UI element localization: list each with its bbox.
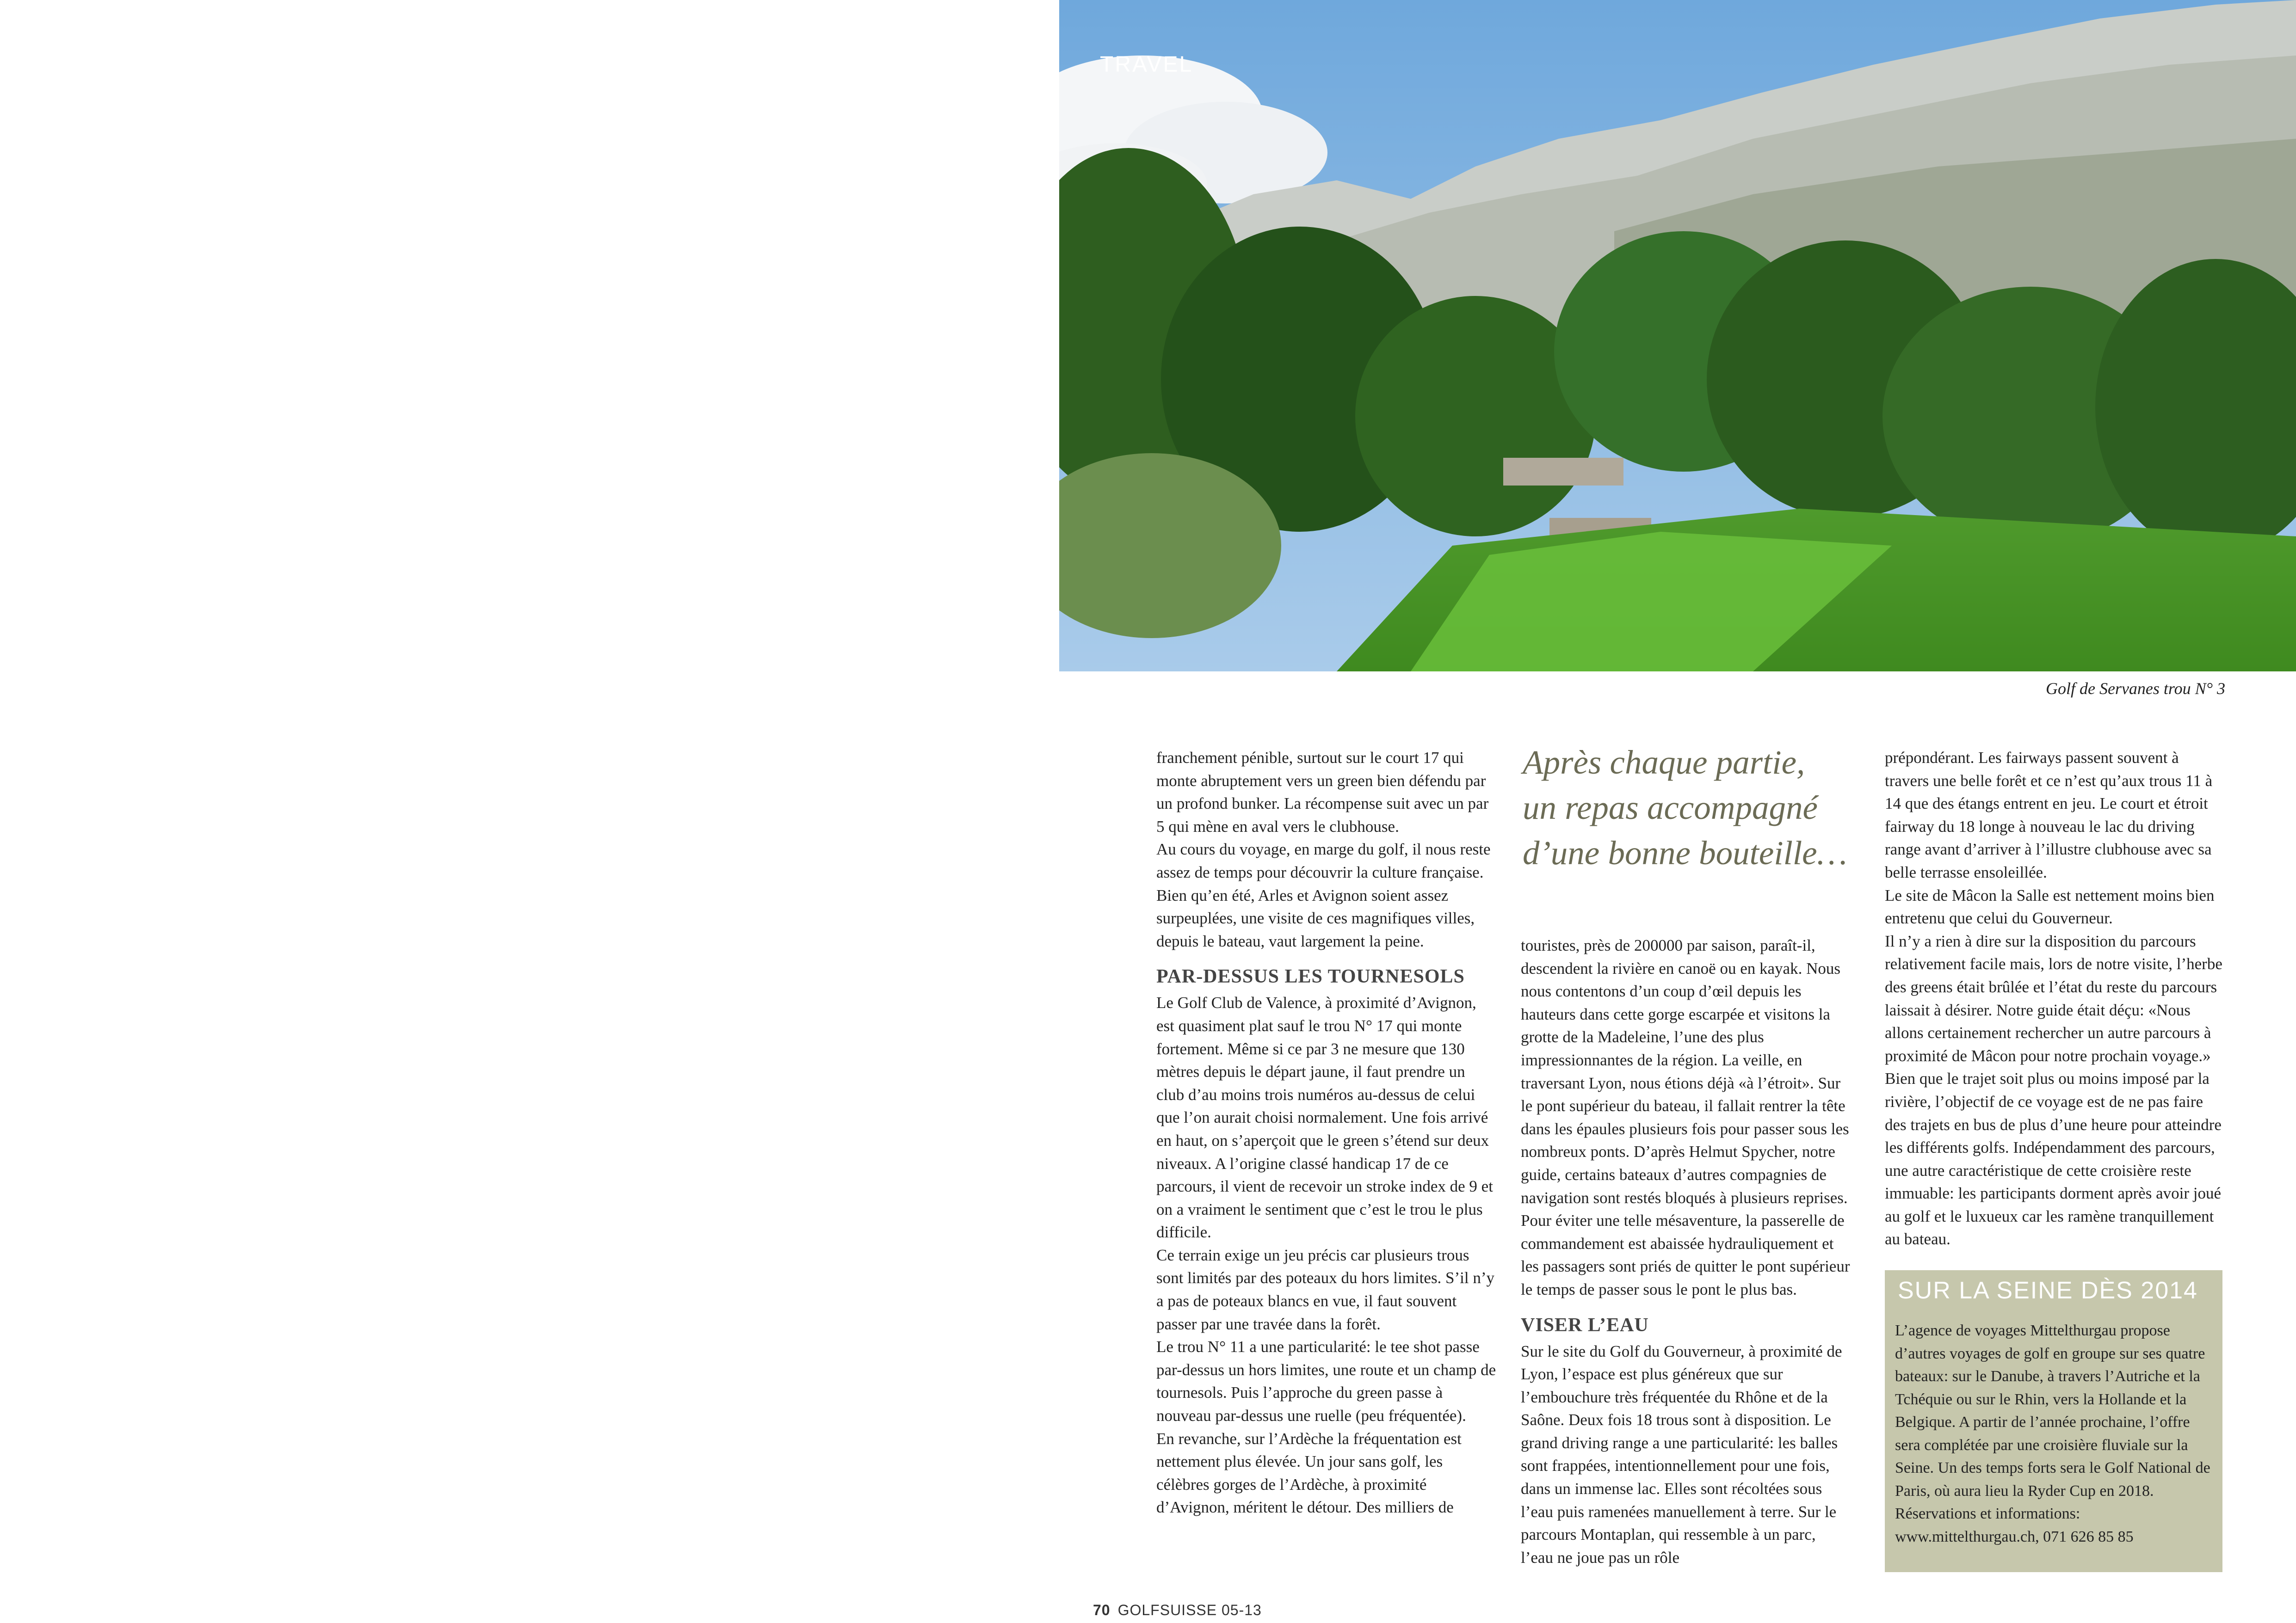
paragraph: franchement pénible, surtout sur le court 17 qui monte abruptement vers un green bien défendu par un profond bunker. La récompense suit avec un par 5 qui mène en aval vers le clubhouse. [1156, 749, 1489, 836]
sidebar-contact: www.mittelthurgau.ch, 071 626 85 85 [1895, 1528, 2134, 1545]
sidebar-body [1895, 1319, 2214, 1548]
paragraph: Au cours du voyage, en marge du golf, il nous reste assez de temps pour découvrir la culture française. Bien qu’en été, Arles et Avignon soient assez surpeuplées, une visite de ces magnifiques villes, depuis le bateau, vaut largement la peine. [1156, 840, 1491, 950]
subheading: VISER L’EAU [1521, 1314, 1649, 1336]
paragraph: prépondérant. Les fairways passent souvent à travers une belle forêt et ce n’est qu’aux trous 11 à 14 que des étangs entrent en jeu. Le court et étroit fairway du 18 longe à nouveau le lac du driving range avant d’arriver à l’illustre clubhouse avec sa belle terrasse ensoleillée. [1885, 749, 2213, 881]
page-number: 70 [1093, 1602, 1111, 1618]
section-label: TRAVEL [1100, 52, 1193, 77]
sidebar-paragraph: L’agence de voyages Mittelthurgau propose d’autres voyages de golf en groupe sur ses quatre bateaux: sur le Danube, à travers l’Autriche et la Tchéquie ou sur le Rhin, vers la Hollande et la Belgique. A partir de l’année prochaine, l’offre sera complétée par une croisière fluviale sur la Seine. Un des temps forts sera le Golf National de Paris, où aura lieu la Ryder Cup en 2018. [1895, 1322, 2210, 1500]
pull-quote [1523, 740, 1856, 876]
pull-quote-line: d’une bonne bouteille… [1523, 834, 1847, 872]
paragraph: Sur le site du Golf du Gouverneur, à proximité de Lyon, l’espace est plus généreux que sur l’embouchure très fréquentée du Rhône et de la Saône. Deux fois 18 trous sont à disposition. Le grand driving range a une particularité: les balles sont frappées, intentionnellement pour une fois, dans un immense lac. Elles sont récoltées sous l’eau puis ramenées manuellement à terre. Sur le parcours Montaplan, qui ressemble à un parc, l’eau ne joue pas un rôle [1521, 1342, 1842, 1567]
paragraph: Le Golf Club de Valence, à proximité d’Avignon, est quasiment plat sauf le trou N° 17 qui monte fortement. Même si ce par 3 ne mesure que 130 mètres depuis le départ jaune, il faut prendre un club d’au moins trois numéros au-dessus de celui que l’on aurait choisi normalement. Une fois arrivé en haut, on s’aperçoit que le green s’étend sur deux niveaux. A l’origine classé handicap 17 de ce parcours, il vient de recevoir un stroke index de 9 et on a vraiment le sentiment que c’est le trou le plus difficile. [1156, 994, 1493, 1242]
golf-course-illustration [1059, 0, 2296, 671]
paragraph: touristes, près de 200000 par saison, paraît-il, descendent la rivière en canoë ou en kayak. Nous nous contentons d’un coup d’œil depuis les hauteurs dans cette gorge escarpée et visitons la grotte de la Madeleine, l’une des plus impressionnantes de la région. La veille, en traversant Lyon, nous étions déjà «à l’étroit». Sur le pont supérieur du bateau, il fallait rentrer la tête dans les épaules plusieurs fois pour passer sous les nombreux ponts. D’après Helmut Spycher, notre guide, certains bateaux d’autres compagnies de navigation sont restés bloqués à plusieurs reprises. Pour éviter une telle mésaventure, la passerelle de commandement est abaissée hydrauliquement et les passagers sont priés de quitter le pont supérieur le temps de passer sous le pont le plus bas. [1521, 936, 1850, 1298]
paragraph: Le site de Mâcon la Salle est nettement moins bien entretenu que celui du Gouverneur. [1885, 886, 2215, 928]
golf-course-photo [1059, 0, 2296, 671]
magazine-issue: GOLFSUISSE 05-13 [1117, 1602, 1262, 1618]
paragraph: Le trou N° 11 a une particularité: le tee shot passe par-dessus un hors limites, une route et un champ de tournesols. Puis l’approche du green passe à nouveau par-dessus une ruelle (peu fréquentée). [1156, 1338, 1496, 1425]
paragraph: En revanche, sur l’Ardèche la fréquentation est nettement plus élevée. Un jour sans golf, les célèbres gorges de l’Ardèche, à proximité d’Avignon, méritent le détour. Des milliers de [1156, 1429, 1462, 1517]
photo-caption: Golf de Servanes trou N° 3 [2045, 679, 2225, 698]
pull-quote-line: Après chaque partie, [1523, 744, 1805, 781]
pull-quote-line: un repas accompagné [1523, 789, 1818, 826]
info-sidebar-box [1885, 1270, 2222, 1572]
paragraph: Ce terrain exige un jeu précis car plusieurs trous sont limités par des poteaux du hors limites. S’il n’y a pas de poteaux blancs en vue, il faut souvent passer par une travée dans la forêt. [1156, 1246, 1495, 1333]
blank-left-page [0, 0, 1059, 1623]
paragraph: Il n’y a rien à dire sur la disposition du parcours relativement facile mais, lors de notre visite, l’herbe des greens était brûlée et l’état du reste du parcours laissait à désirer. Notre guide était déçu: «Nous allons certainement rechercher un autre parcours à proximité de Mâcon pour notre prochain voyage.» Bien que le trajet soit plus ou moins imposé par la rivière, l’objectif de ce voyage est de ne pas faire des trajets en bus de plus d’une heure pour atteindre les différents golfs. Indépendamment des parcours, une autre caractéristique de cette croisière reste immuable: les participants dorment après avoir joué au golf et le luxueux car les ramène tranquillement au bateau. [1885, 932, 2222, 1248]
subheading: PAR-DESSUS LES TOURNESOLS [1156, 966, 1465, 988]
page-footer [1093, 1602, 1262, 1619]
text-column-3 [1885, 746, 2225, 1251]
text-column-1 [1156, 746, 1496, 1519]
sidebar-title: SUR LA SEINE DÈS 2014 [1898, 1277, 2198, 1304]
sidebar-contact-label: Réservations et informations: [1895, 1505, 2080, 1522]
text-column-2 [1521, 934, 1852, 1569]
